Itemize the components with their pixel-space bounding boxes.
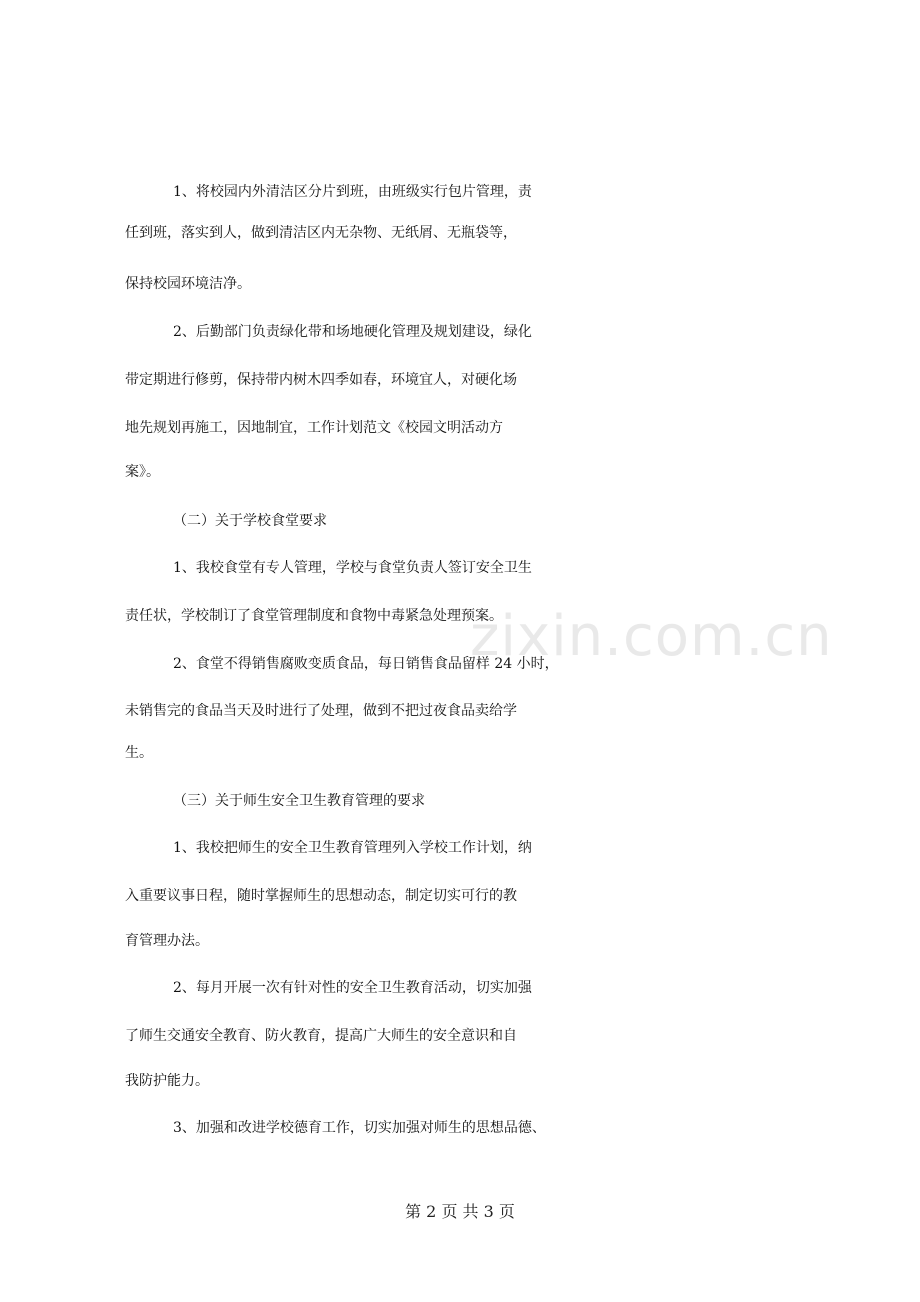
paragraph-3-line-2: 责任状，学校制订了食堂管理制度和食物中毒紧急处理预案。 <box>125 608 503 624</box>
section-heading-3: （三）关于师生安全卫生教育管理的要求 <box>173 793 425 809</box>
paragraph-6-line-3: 我防护能力。 <box>125 1073 209 1089</box>
paragraph-4-line-3: 生。 <box>125 745 153 761</box>
paragraph-1-line-3: 保持校园环境洁净。 <box>125 276 251 292</box>
watermark: zixin.com.cn <box>470 604 833 669</box>
paragraph-2-line-1: 2、后勤部门负责绿化带和场地硬化管理及规划建设，绿化 <box>173 324 532 340</box>
paragraph-7-line-1: 3、加强和改进学校德育工作，切实加强对师生的思想品德、 <box>173 1120 546 1136</box>
paragraph-1-line-2: 任到班，落实到人，做到清洁区内无杂物、无纸屑、无瓶袋等， <box>125 225 517 241</box>
paragraph-4-line-1: 2、食堂不得销售腐败变质食品，每日销售食品留样 24 小时， <box>173 656 559 672</box>
paragraph-2-line-4: 案》。 <box>125 464 160 480</box>
paragraph-6-line-1: 2、每月开展一次有针对性的安全卫生教育活动，切实加强 <box>173 980 532 996</box>
paragraph-4-line-2: 未销售完的食品当天及时进行了处理，做到不把过夜食品卖给学 <box>125 703 517 719</box>
page-footer: 第 2 页 共 3 页 <box>405 1202 515 1221</box>
section-heading-2: （二）关于学校食堂要求 <box>173 513 327 529</box>
paragraph-5-line-1: 1、我校把师生的安全卫生教育管理列入学校工作计划，纳 <box>173 840 532 856</box>
paragraph-3-line-1: 1、我校食堂有专人管理，学校与食堂负责人签订安全卫生 <box>173 560 532 576</box>
paragraph-2-line-2: 带定期进行修剪，保持带内树木四季如春，环境宜人，对硬化场 <box>125 372 517 388</box>
paragraph-5-line-2: 入重要议事日程，随时掌握师生的思想动态，制定切实可行的教 <box>125 888 517 904</box>
paragraph-6-line-2: 了师生交通安全教育、防火教育，提高广大师生的安全意识和自 <box>125 1028 517 1044</box>
paragraph-1-line-1: 1、将校园内外清洁区分片到班，由班级实行包片管理，责 <box>173 184 532 200</box>
paragraph-5-line-3: 育管理办法。 <box>125 933 209 949</box>
paragraph-2-line-3: 地先规划再施工，因地制宜，工作计划范文《校园文明活动方 <box>125 420 503 436</box>
